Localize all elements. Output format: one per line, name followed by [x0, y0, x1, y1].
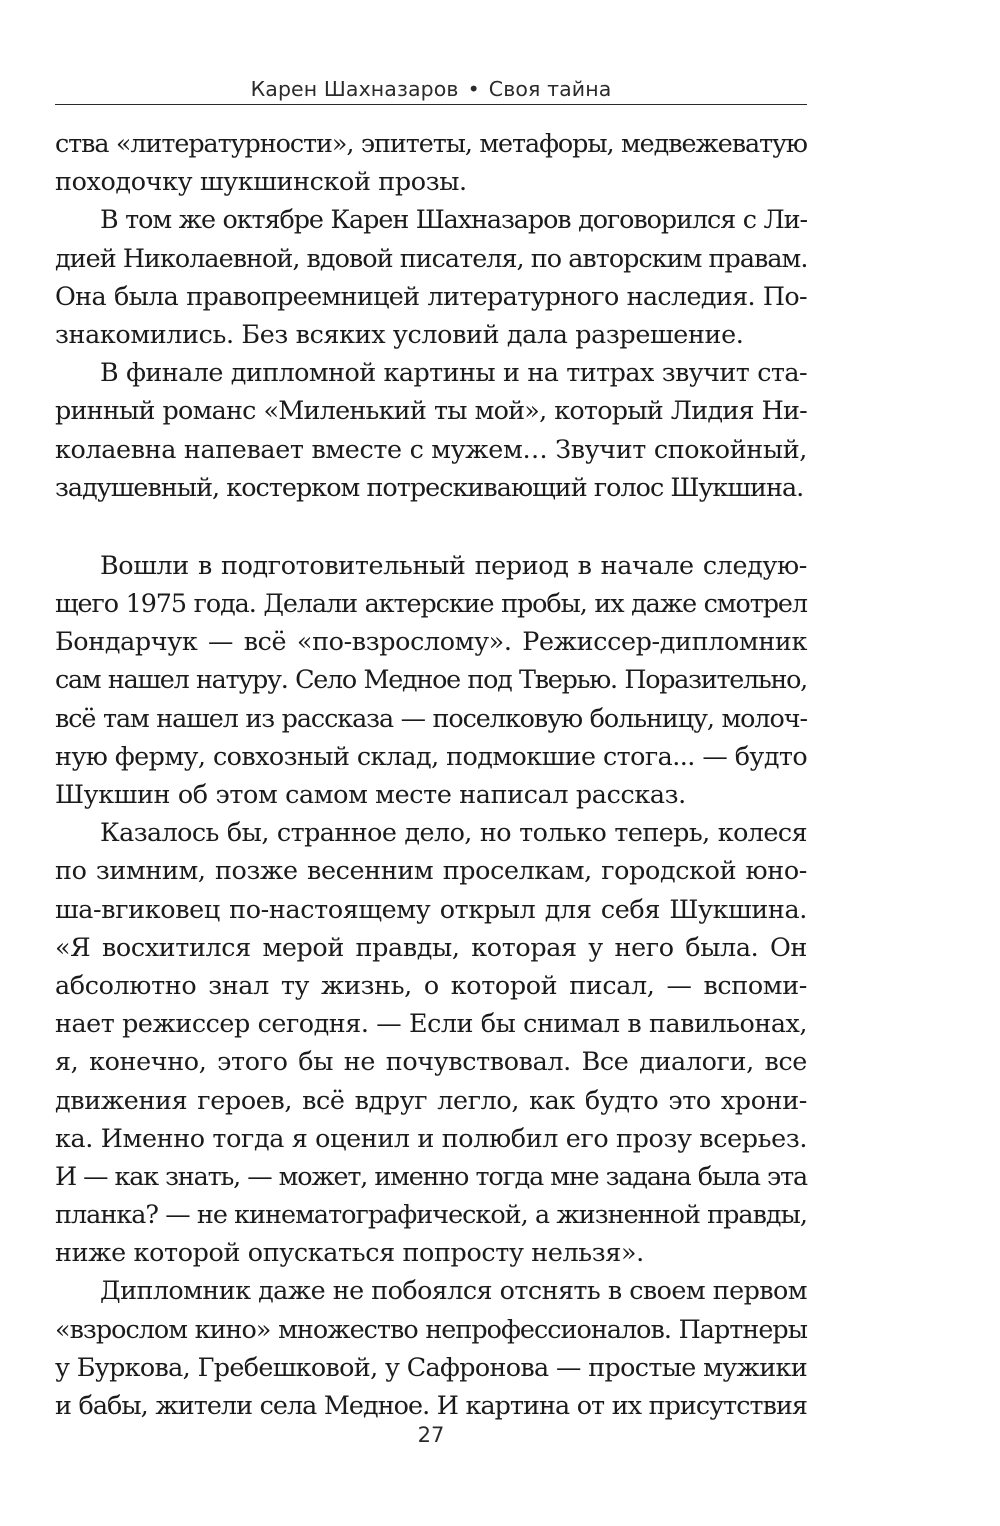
- text-line: дией Николаевной, вдовой писателя, по авторским правам.: [55, 242, 808, 273]
- text-line: ства «литературности», эпитеты, метафоры, медвежеватую: [55, 128, 807, 158]
- text-line: я, конечно, этого бы не почувствовал. Все диалоги, все: [55, 1046, 807, 1077]
- text-line: нает режиссер сегодня. — Если бы снимал в павильонах,: [55, 1008, 807, 1039]
- text-line: ную ферму, совхозный склад, подмокшие стога... — будто: [55, 740, 808, 771]
- text-line: Бондарчук — всё «по-взрослому». Режиссер-дипломник: [55, 626, 807, 657]
- text-line: Шукшин об этом самом месте написал рассказ.: [55, 779, 686, 809]
- text-line: знакомились. Без всяких условий дала разрешение.: [55, 318, 744, 349]
- text-line: абсолютно знал ту жизнь, о которой писал, — вспоми-: [55, 969, 807, 1000]
- text-line: планка? — не кинематографической, а жизненной правды,: [55, 1199, 807, 1230]
- body-text: [55, 124, 807, 1424]
- text-line: Дипломник даже не побоялся отснять в своем первом: [100, 1275, 807, 1306]
- text-line: и бабы, жители села Медное. И картина от их присутствия: [55, 1390, 807, 1420]
- text-line: сам нашел натуру. Село Медное под Тверью. Поразительно,: [55, 664, 807, 695]
- text-line: всё там нашел из рассказа — поселковую больницу, молоч-: [55, 702, 807, 733]
- text-line: колаевна напевает вместе с мужем… Звучит спокойный,: [55, 433, 807, 464]
- header-author: Карен Шахназаров: [250, 77, 459, 101]
- paragraph: [55, 813, 807, 1271]
- text-line: ринный романс «Миленький ты мой», который Лидия Ни-: [55, 395, 807, 426]
- text-line: В том же октябре Карен Шахназаров договорился с Ли-: [100, 204, 807, 235]
- text-line: у Буркова, Гребешковой, у Сафронова — простые мужики: [55, 1351, 807, 1382]
- text-line: «взрослом кино» множество непрофессионалов. Партнеры: [55, 1313, 807, 1344]
- text-line: Вошли в подготовительный период в начале следую-: [100, 549, 807, 580]
- text-line: по зимним, позже весенним проселкам, городской юно-: [55, 855, 807, 886]
- text-line: «Я восхитился мерой правды, которая у него была. Он: [55, 931, 807, 962]
- text-line: Казалось бы, странное дело, но только теперь, колеся: [100, 817, 807, 848]
- header-separator: •: [467, 77, 480, 101]
- text-line: задушевный, костерком потрескивающий голос Шукшина.: [55, 471, 804, 502]
- header-book-title: Своя тайна: [488, 77, 612, 101]
- text-line: ка. Именно тогда я оценил и полюбил его прозу всерьез.: [55, 1122, 808, 1153]
- paragraph: [55, 1271, 807, 1424]
- text-line: походочку шукшинской прозы.: [55, 166, 467, 197]
- text-line: И — как знать, — может, именно тогда мне задана была эта: [55, 1160, 807, 1191]
- text-line: ша-вгиковец по-настоящему открыл для себя Шукшина.: [55, 893, 807, 924]
- paragraph: [55, 546, 807, 813]
- text-line: В финале дипломной картины и на титрах звучит ста-: [100, 357, 807, 388]
- page-number: 27: [417, 1423, 445, 1447]
- running-header: [55, 74, 807, 105]
- text-line: Она была правопреемницей литературного наследия. По-: [55, 280, 807, 311]
- paragraph: [55, 124, 807, 200]
- text-line: движения героев, всё вдруг легло, как будто это хрони-: [55, 1084, 807, 1115]
- text-line: ниже которой опускаться попросту нельзя».: [55, 1237, 644, 1268]
- paragraph: [55, 200, 807, 353]
- text-line: щего 1975 года. Делали актерские пробы, их даже смотрел: [55, 588, 807, 619]
- section-break: [55, 506, 807, 546]
- paragraph: [55, 353, 807, 506]
